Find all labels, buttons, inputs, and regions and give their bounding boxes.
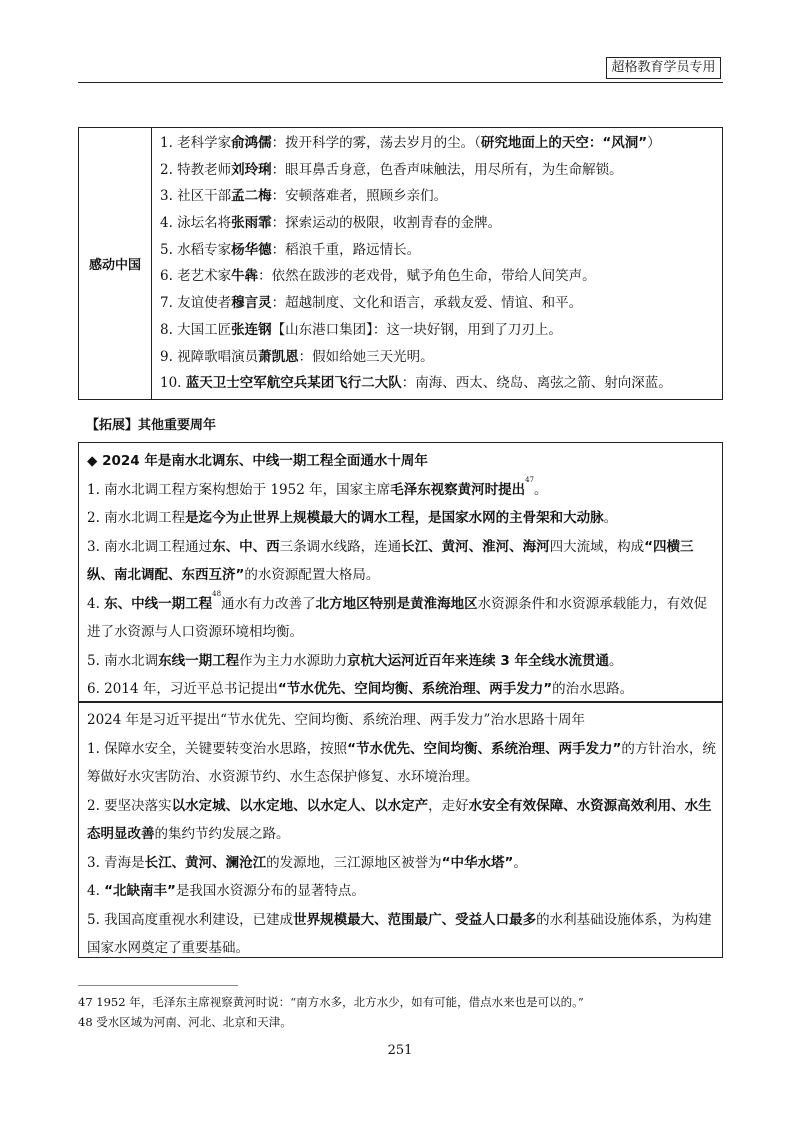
moving-china-label: 感动中国 [79,128,152,400]
expansion-title: 【拓展】其他重要周年 [86,418,217,433]
list-item: 2. 特教老师刘玲琍：眼耳鼻舌身意，色香声味触法，用尽所有，为生命解锁。 [160,161,623,178]
header-tag: 超格教育学员专用 [606,57,721,79]
footnote-divider [78,985,238,986]
paragraph: 5. 南水北调东线一期工程作为主力水源助力京杭大运河近百年来连续 3 年全线水流贯通。 [87,652,623,669]
paragraph: 1. 南水北调工程方案构想始于 1952 年，国家主席毛泽东视察黄河时提出$^{47}$。 [87,475,548,498]
paragraph: 1. 保障水安全，关键要转变治水思路，按照“节水优先、空间均衡、系统治理、两手发力”的方针治水，统筹做好水灾害防治、水资源节约、水生态保护修复、水环境治理。 [87,740,716,785]
footnote: 47 1952 年，毛泽东主席视察黄河时说：“南方水多，北方水少，如有可能，借点水来也是可以的。” [78,995,584,1009]
moving-china-list [152,128,723,400]
box-title: 2024 年是习近平提出“节水优先、空间均衡、系统治理、两手发力”治水思路十周年 [87,712,585,728]
list-item: 8. 大国工匠张连钢【山东港口集团】：这一块好钢，用到了刀刃上。 [160,321,562,338]
list-item: 7. 友谊使者穆言灵：超越制度、文化和语言，承载友爱、情谊、和平。 [160,295,583,312]
paragraph: 2. 要坚决落实以水定城、以水定地、以水定人、以水定产，走好水安全有效保障、水资源高效利用、水生态明显改善的集约节约发展之路。 [87,797,712,842]
paragraph: 4. 东、中线一期工程$^{48}$通水有力改善了北方地区特别是黄淮海地区水资源条件和水资源承载能力，有效促进了水资源与人口资源环境相均衡。 [87,589,708,640]
list-item: 1. 老科学家俞鸿儒：拨开科学的雾，荡去岁月的尘。（研究地面上的天空：“风洞”） [160,135,661,151]
paragraph: 3. 青海是长江、黄河、澜沧江的发源地，三江源地区被誉为“中华水塔”。 [87,854,527,871]
footnote-ref: 48 [212,589,222,598]
paragraph: 5. 我国高度重视水利建设，已建成世界规模最大、范围最广、受益人口最多的水利基础设施体系，为构建国家水网奠定了重要基础。 [87,911,712,956]
page-number: 251 [387,1043,413,1058]
footnote: 48 受水区域为河南、河北、北京和天津。 [78,1015,292,1029]
paragraph: 3. 南水北调工程通过东、中、西三条调水线路，连通长江、黄河、淮河、海河四大流域，构成“四横三纵、南北调配、东西互济”的水资源配置大格局。 [87,538,694,583]
list-item: 6. 老艺术家牛犇：依然在跋涉的老戏骨，赋予角色生命，带给人间笑声。 [160,268,596,285]
list-item: 5. 水稻专家杨华德：稻浪千重，路远情长。 [160,241,421,258]
south-north-water-box [78,442,723,702]
water-governance-box [78,702,723,958]
list-item: 3. 社区干部孟二梅：安顿落难者，照顾乡亲们。 [160,188,448,205]
header-divider [78,82,723,83]
list-item: 4. 泳坛名将张雨霏：探索运动的极限，收割青春的金牌。 [160,215,502,232]
paragraph: 6. 2014 年，习近平总书记提出“节水优先、空间均衡、系统治理、两手发力”的治水思路。 [87,681,634,697]
paragraph: 4. “北缺南丰”是我国水资源分布的显著特点。 [87,883,365,899]
list-item: 10. 蓝天卫士空军航空兵某团飞行二大队：南海、西太、绕岛、离弦之箭、射向深蓝。 [160,375,672,392]
box-title: ◆ 2024 年是南水北调东、中线一期工程全面通水十周年 [87,453,428,469]
list-item: 9. 视障歌唱演员萧凯恩：假如给她三天光明。 [160,348,434,365]
paragraph: 2. 南水北调工程是迄今为止世界上规模最大的调水工程，是国家水网的主骨架和大动脉。 [87,510,618,526]
moving-china-table [78,127,723,400]
footnote-ref: 47 [525,475,535,484]
